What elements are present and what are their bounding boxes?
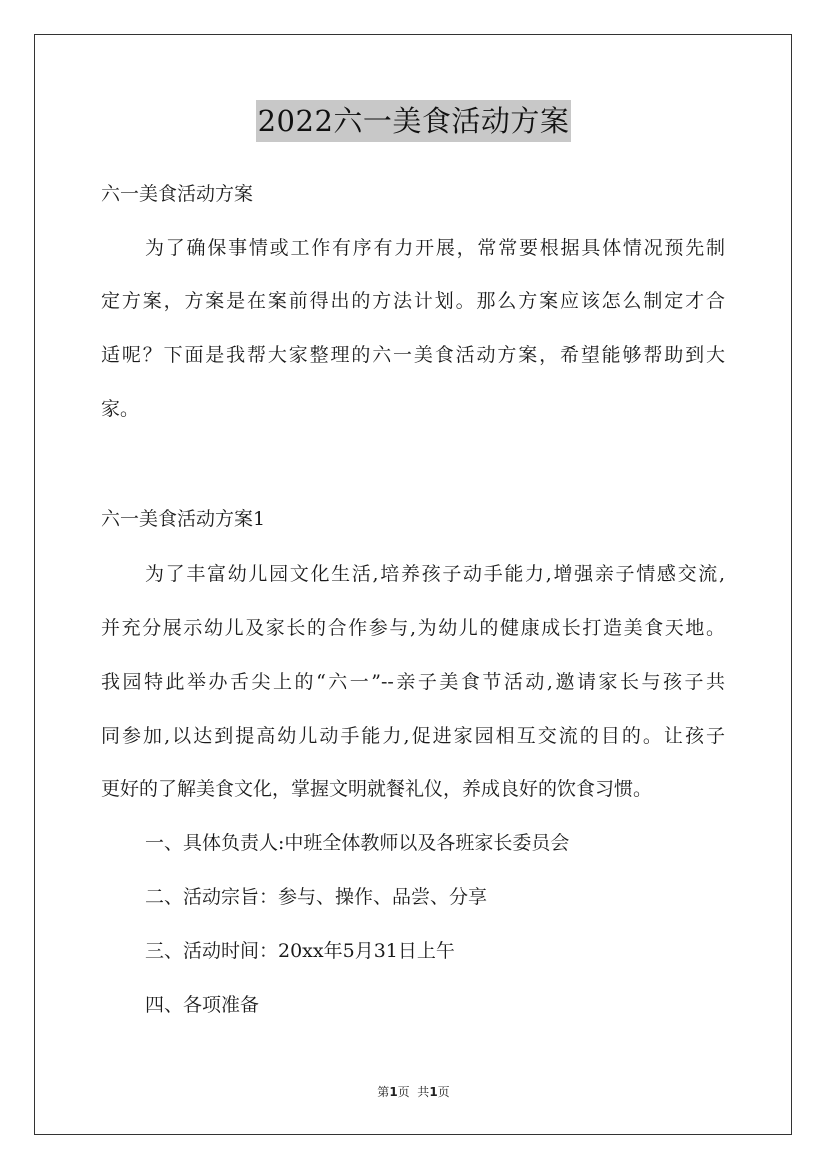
paragraph-line: 定方案，方案是在案前得出的方法计划。那么方案应该怎么制定才合 [101, 290, 725, 312]
page-footer [0, 1084, 827, 1100]
footer-page-number: 1 [389, 1085, 398, 1099]
footer-prefix: 第 [377, 1085, 390, 1099]
paragraph-line: 家。 [101, 398, 140, 420]
list-item: 三、活动时间：20xx年5月31日上午 [145, 940, 455, 962]
footer-suffix: 页 [437, 1085, 450, 1099]
document-title: 2022六一美食活动方案 [256, 100, 572, 142]
footer-mid: 页 共 [397, 1085, 430, 1099]
title-container [0, 100, 827, 142]
paragraph-line: 并充分展示幼儿及家长的合作参与,为幼儿的健康成长打造美食天地。 [101, 617, 725, 639]
paragraph-line: 适呢？下面是我帮大家整理的六一美食活动方案，希望能够帮助到大 [101, 344, 725, 366]
paragraph-line: 同参加,以达到提高幼儿动手能力,促进家园相互交流的目的。让孩子 [101, 725, 725, 747]
paragraph-line: 为了丰富幼儿园文化生活,培养孩子动手能力,增强亲子情感交流, [145, 563, 725, 585]
section-heading: 六一美食活动方案 [101, 183, 254, 205]
list-item: 四、各项准备 [145, 994, 260, 1016]
section-heading: 六一美食活动方案1 [101, 508, 266, 530]
paragraph-line: 更好的了解美食文化，掌握文明就餐礼仪，养成良好的饮食习惯。 [101, 778, 653, 800]
list-item: 二、活动宗旨：参与、操作、品尝、分享 [145, 886, 488, 908]
list-item: 一、具体负责人:中班全体教师以及各班家长委员会 [145, 832, 570, 854]
footer-total-pages: 1 [429, 1085, 438, 1099]
paragraph-line: 为了确保事情或工作有序有力开展，常常要根据具体情况预先制 [145, 237, 725, 259]
paragraph-line: 我园特此举办舌尖上的“六一”--亲子美食节活动,邀请家长与孩子共 [101, 671, 725, 693]
